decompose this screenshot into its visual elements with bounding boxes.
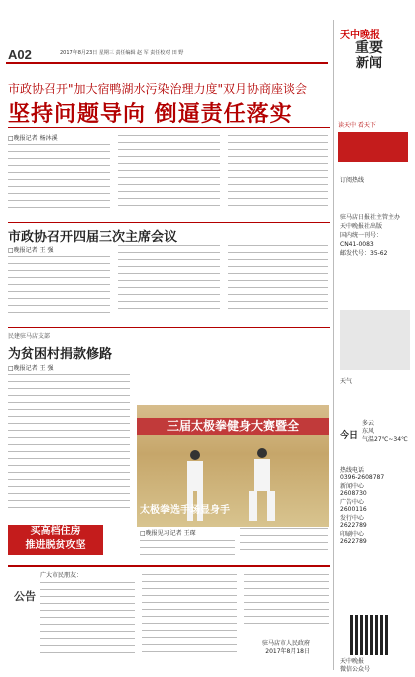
weather-title: 天气 <box>340 378 353 385</box>
contact-line: 热线电话 <box>340 467 365 474</box>
notice-col-2 <box>142 574 237 664</box>
sidebar-info: 驻马店日报社主管主办 天中晚报社出版 国内统一刊号： CN41-0083 邮发代号：35-62 <box>340 214 401 257</box>
weather-desc: 多云 东风 气温27℃~34℃ <box>362 420 408 443</box>
notice-col-1 <box>40 582 135 664</box>
lead-col-3 <box>228 135 328 218</box>
story3-kicker: 民建驻马店支部 <box>8 333 51 340</box>
brand-logo: 天中晚报 <box>340 30 380 41</box>
lead-headline: 坚持问题导向 倒逼责任落实 <box>8 102 293 127</box>
story2-col-2 <box>118 245 220 322</box>
contact-line: 2622789 <box>340 522 367 529</box>
section-line-2: 新闻 <box>355 56 382 71</box>
contact-line: 印刷中心 <box>340 531 365 538</box>
notice-col-3 <box>244 574 329 634</box>
contact-line: 2608730 <box>340 490 367 497</box>
contact-line: 0396-2608787 <box>340 474 385 481</box>
photo-banner: 三届太极拳健身大赛暨全 <box>137 418 329 435</box>
ad-line-2: 推进脱贫攻坚 <box>25 540 86 551</box>
section-line-1: 重要 <box>355 40 383 56</box>
notice-rule <box>8 565 330 567</box>
story2-title: 市政协召开四届三次主席会议 <box>8 230 178 245</box>
notice-label: 公告 <box>14 590 36 603</box>
contact-line: 广告中心 <box>340 499 365 506</box>
weather-today: 今日 <box>340 431 359 441</box>
sidebar-slogan: 读天中 看天下 <box>338 122 376 129</box>
contact-line: 新闻中心 <box>340 483 365 490</box>
ad-line-1: 买高档住房 <box>30 526 81 537</box>
story3-rule <box>8 327 330 328</box>
lead-byline: □晚报记者 杨沐溪 <box>8 135 58 142</box>
sidebar-phone-label: 订阅热线 <box>340 177 365 184</box>
contact-line: 2622789 <box>340 538 367 545</box>
section-title <box>338 40 400 72</box>
lead-rule <box>8 127 330 128</box>
story2-col-1 <box>8 256 110 322</box>
lead-col-2 <box>118 135 220 218</box>
date-line: 2017年8月23日 星期三 责任编辑 赵 军 责任校对 田 野 <box>60 50 184 56</box>
photo-side-lines <box>240 528 328 560</box>
sidebar-red-block <box>338 132 408 162</box>
photo-byline: □晚报见习记者 王琛 <box>140 530 196 537</box>
ad-banner[interactable] <box>8 525 103 555</box>
page-number: A02 <box>8 47 32 62</box>
story2-byline: □晚报记者 王 强 <box>8 247 54 254</box>
photo-caption-lines <box>140 540 235 562</box>
lead-kicker: 市政协召开"加大宿鸭湖水污染治理力度"双月协商座谈会 <box>8 82 308 96</box>
story2-rule <box>8 222 330 223</box>
top-rule <box>6 62 328 64</box>
story3-body <box>8 374 130 522</box>
story3-byline: □晚报记者 王 强 <box>8 365 54 372</box>
qr-label: 天中晚报 微信公众号 <box>340 658 371 673</box>
lead-col-1 <box>8 144 110 218</box>
contact-line: 2600116 <box>340 506 367 513</box>
story3-title: 为贫困村捐款修路 <box>8 347 113 362</box>
contact-line: 发行中心 <box>340 515 365 522</box>
notice-title: 广大市民朋友： <box>40 572 83 579</box>
sidebar-divider <box>333 20 334 670</box>
story2-col-3 <box>228 245 328 322</box>
notice-signature: 驻马店市人民政府 2017年8月18日 <box>262 640 311 655</box>
contact-list <box>340 465 410 610</box>
sidebar-photo-1 <box>340 310 410 370</box>
qr-code-icon[interactable] <box>350 615 390 655</box>
photo-title: 太极拳选手场显身手 <box>140 505 230 516</box>
